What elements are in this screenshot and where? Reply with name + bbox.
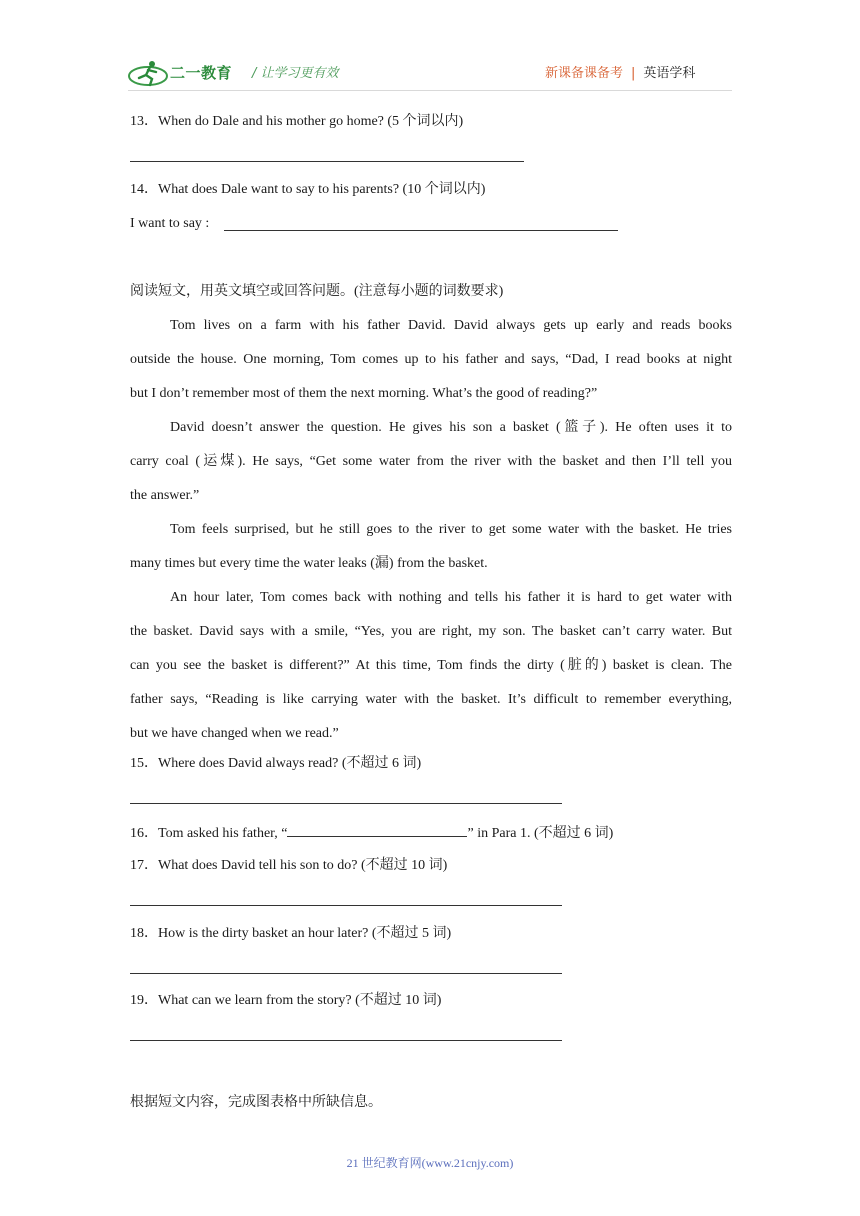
question-18 [130,924,451,944]
question-text: What does David tell his son to do? (不超过 10 词) [158,858,448,873]
header-subject-label: 英语学科 [643,66,696,81]
passage-line: but we have changed when we read.” [130,726,339,741]
question-text: How is the dirty basket an hour later? (不超过 5 词) [158,926,452,941]
table-instruction: 根据短文内容，完成图表格中所缺信息。 [130,1095,382,1110]
passage-line: carry coal (运煤). He says, “Get some water from the river with the basket and then I’ll tell you [130,454,732,469]
passage-line: the answer.” [130,488,200,503]
passage-line: the basket. David says with a smile, “Yes, you are right, my son. The basket can’t carry water. But [130,624,732,639]
question-number: 16． [130,826,158,841]
passage-line: Tom lives on a farm with his father David. David always gets up early and reads books [170,318,732,333]
header-slogan: / 让学习更有效 [252,66,339,81]
answer-line-13[interactable] [130,161,524,162]
question-17 [130,856,447,876]
header-separator: | [631,66,636,81]
passage-line: Tom feels surprised, but he still goes to the river to get some water with the basket. He tries [170,522,732,537]
question-13 [130,112,463,132]
passage [130,316,732,758]
question-number: 15． [130,756,158,771]
answer-line-19[interactable] [130,1040,562,1041]
logo-text: 二一教育 [170,64,233,82]
answer-line-15[interactable] [130,803,562,804]
page-footer: 21 世纪教育网(www.21cnjy.com) [346,1156,514,1170]
question-text: What does Dale want to say to his parents? (10 个词以内) [158,182,486,197]
passage-line: David doesn’t answer the question. He gives his son a basket (篮子). He often uses it to [170,420,732,435]
question-number: 18． [130,926,158,941]
passage-line: can you see the basket is different?” At this time, Tom finds the dirty (脏的) basket is clean. The [130,658,732,673]
question-16 [130,822,613,844]
question-text: What can we learn from the story? (不超过 10 词) [158,993,442,1008]
passage-line: outside the house. One morning, Tom comes up to his father and says, “Dad, I read books at night [130,352,732,367]
passage-line: many times but every time the water leaks (漏) from the basket. [130,556,488,571]
passage-line: An hour later, Tom comes back with nothing and tells his father it is hard to get water with [170,590,732,605]
question-14-answer-row [130,214,209,234]
page-header [0,0,860,96]
question-number: 17． [130,858,158,873]
question-text-before: Tom asked his father, “ [158,826,288,841]
question-14 [130,180,485,200]
question-15 [130,754,421,774]
question-number: 14． [130,182,158,197]
passage-line: but I don’t remember most of them the next morning. What’s the good of reading?” [130,386,598,401]
header-divider [128,90,732,91]
question-number: 19． [130,993,158,1008]
reading-instruction: 阅读短文，用英文填空或回答问题。(注意每小题的词数要求) [130,284,504,299]
question-text-after: ” in Para 1. (不超过 6 词) [467,826,614,841]
header-right [545,62,695,81]
question-number: 13． [130,114,158,129]
header-exam-label: 新课备课备考 [545,66,624,81]
answer-line-14[interactable] [224,230,618,231]
answer-blank-16[interactable] [287,822,467,837]
question-text: When do Dale and his mother go home? (5 个词以内) [158,114,464,129]
answer-line-18[interactable] [130,973,562,974]
answer-line-17[interactable] [130,905,562,906]
answer-prefix: I want to say : [130,216,210,231]
question-19 [130,991,441,1011]
question-text: Where does David always read? (不超过 6 词) [158,756,422,771]
passage-line: father says, “Reading is like carrying water with the basket. It’s difficult to remember everything, [130,692,732,707]
